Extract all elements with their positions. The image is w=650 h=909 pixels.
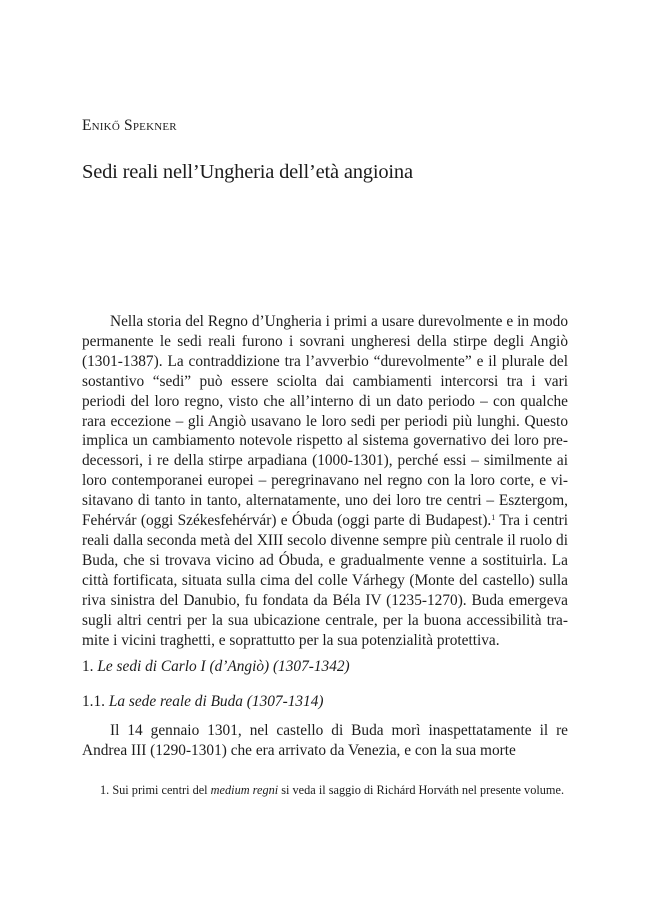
subsection-paragraph [82, 721, 568, 761]
section-title: Le sedi di Carlo I (d’Angiò) (1307-1342) [97, 658, 350, 675]
footnote-text-part1: Sui primi centri del [112, 783, 211, 797]
footnote-text-part2: si veda il saggio di Richárd Horváth nel presente volume. [278, 783, 565, 797]
subsection-heading [82, 692, 324, 712]
footnote [82, 781, 568, 799]
section-heading [82, 657, 350, 677]
section-number: 1. [82, 658, 94, 675]
intro-paragraph [82, 312, 568, 650]
article-title: Sedi reali nell’Ungheria dell’età angioina [82, 161, 413, 183]
subsection-number: 1.1. [82, 693, 106, 710]
intro-text-part2: Tra i centri reali dalla seconda metà del XIII secolo divenne sempre più centrale il ruolo di Buda, che si trovava vicino ad Óbuda, e gradualmente venne a sostituirla. La città fortificata, situata sulla cima del colle Várhegy (Monte del castello) sulla riva sinistra del Danubio, fu fondata da Béla IV (1235-1270). Buda emergeva sugli altri centri per la sua ubicazione centrale, per la buona accessibilità tramite i vicini traghetti, e soprattutto per la sua potenzialità protettiva. [82, 512, 568, 649]
author-name: Enikő Spekner [82, 117, 177, 134]
subsection-text: Il 14 gennaio 1301, nel castello di Buda morì inaspettatamente il re Andrea III (1290-1301) che era arrivato da Venezia, e con la sua morte [82, 722, 568, 759]
footnote-number: 1. [100, 783, 110, 797]
footnote-reference[interactable]: 1 [491, 513, 496, 523]
subsection-title: La sede reale di Buda (1307-1314) [108, 693, 324, 710]
intro-text-part1: Nella storia del Regno d’Ungheria i primi a usare durevolmente e in modo permanente le sedi reali furono i sovrani ungheresi della stirpe degli Angiò (1301-1387). La contraddizione tra l’avverbio “durevolmente” e il plurale del sostantivo “sedi” può essere sciolta dai cambiamenti intercorsi tra i vari periodi del loro regno, visto che all’interno di un dato periodo – con qualche rara eccezione – gli Angiò usavano le loro sedi per periodi più lunghi. Questo implica un cambiamento notevole rispetto al sistema governativo dei loro predecessori, i re della stirpe arpadiana (1000-1301), perché essi – similmente ai loro contemporanei europei – peregrinavano nel regno con la loro corte, e visitavano di tanto in tanto, alternatamente, uno dei loro tre centri – Esztergom, Fehérvár (oggi Székesfehérvár) e Óbuda (oggi parte di Budapest). [82, 313, 568, 530]
footnote-italic-term: medium regni [210, 783, 279, 797]
